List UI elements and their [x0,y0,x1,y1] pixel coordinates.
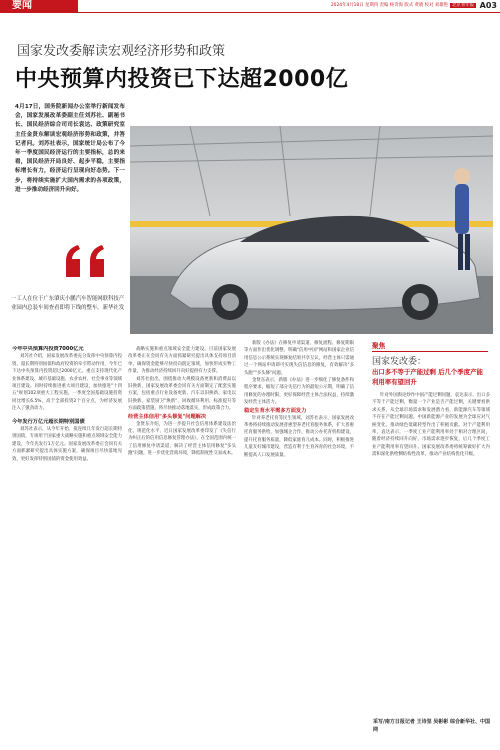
masthead [0,0,500,12]
masthead-rule [0,12,500,13]
lead-paragraph [15,103,125,253]
side-subtitle: 出口多不等于产能过剩 后几个季度产能利用率有望回升 [372,368,483,386]
subheadline: 国家发改委解读宏观经济形势和政策 [17,44,226,59]
paragraph: 刘苏社介绍，国家发展改革委充分发挥中央预算内投资、超长期特别国债和政府投资的牵引带动作用，今年已下达中央预算内投资超过2000亿元，重点支持现代化产业体系建设、城市基础设施、农业农村、社会事业等领域项目建设。同时持续推进重大项目建设，加快推进"十四五"规划102项重大工程实施，一季度全国基础设施投资同比增长6.5%，高于全部投资2个百分点，为经济发展注入了强劲动力。 [12,354,122,412]
paragraph: 刘苏社表示，从今年开始，拟连续几年发行超长期特别国债，专项用于国家重大战略实施和重点领域安全能力建设，今年先发行1万亿元。国家发展改革委正会同有关方面抓紧研究提出具体实施方案，确保项目尽快落地见效，更好发挥特别国债的资金使用效益。 [12,427,122,462]
paragraph: 针对养老托育等民生领域，刘苏社表示，国家发展改革委将持续推动发展普惠型养老托育服务体系，扩大普惠托育服务供给，加强城企合作，推动公办托育机构建设，提升托育服务质量，降低家庭育儿成本。同时，积极推进儿童友好城市建设，营造有利于生育养育的社会环境，不断提高人口发展质量。 [244,415,354,458]
article-column-3 [244,340,354,744]
paragraph: 新版《办法》在修复申请渠道、修复流程、修复期限等方面作出优化调整，明确"信用中国"网站和国家企业信用信息公示系统实现修复结果共享互认，经营主体只需通过一个网站申请即可实现失信信息的修复，有效解决"多头跑""多头修"问题。 [244,341,354,376]
section-heading: 今年发行万亿元超长期特别国债 [12,418,85,425]
section-heading: 今年中央预算内投资7000亿元 [12,346,84,352]
byline: 采写/南方日报记者 王诗坚 吴彬彬 综合新华社、中国网 [373,719,491,733]
edition-badge: 北京青年报 [452,3,474,8]
section-heading: 稳定生育水平需多方面发力 [244,407,307,414]
paragraph: 金贤东介绍，为进一步提升社会信用体系建设法治化、规范化水平，近日国家发展改革委印发了《失信行为纠正后的信用信息修复管理办法》，在全国范围内统一了信用修复申请渠道，解决了经营主体信用修复"多头跑"问题，进一步优化营商环境，降低制度性交易成本。 [128,421,236,457]
issue-info: 2024年4月18日 星期四 责编 杨奇海 版式 黄晓 校对 刘雄艳 [330,3,449,8]
masthead-info [331,1,476,11]
paragraph: 刘苏社指出，围绕推动大规模设备更新和消费品以旧换新，国家发展改革委会同有关方面制定了配套实施方案，包括重点行业设备更新、汽车以旧换新、家电以旧换新、家装厨卫"焕新"、回收循环利用、标准提升等方面政策措施，将尽快推动落地落实，形成政策合力。 [128,376,236,412]
factory-photo [130,126,493,334]
article-column-2 [128,346,236,744]
quote-mark-icon [62,243,112,279]
paragraph: 金贤东表示，新版《办法》进一步细化了修复条件和程序要求，缩短了部分失信行为的最短公示期，明确了信用修复的办理时限，更好保障经营主体合法权益，持续激发经营主体活力。 [244,378,354,406]
photo-caption: 一工人在位于广东肇庆小鹏汽车智能网联科技产业园内总装车间查看即将下线的整车。新华社发 [11,296,125,311]
side-tag-label: 聚焦 [372,340,488,352]
side-title: 国家发改委： [372,357,427,367]
article-column-1 [12,346,122,744]
section-label: 要闻 [0,0,78,12]
side-article [372,392,490,712]
paragraph: 战略实施和重点领域安全能力建设。目前国家发展改革委正在会同有关方面抓紧研究提出具体支持项目清单，确保资金能够尽快投向既定领域，加快形成实物工作量，为推动经济持续回升向好提供有力支撑。 [128,347,236,375]
side-heading [372,354,488,387]
lead-text: 4月17日，国务院新闻办公室举行新闻发布会，国家发展改革委副主任刘苏社、副秘书长、国民经济综合司司长袁达、政策研究室主任金贤东解读宏观经济形势和政策，并答记者问。刘苏社表示，国家统计局公布了今年一季度国民经济运行的主要指标，总的来看，国民经济开局良好、起步平稳，主要指标增长有力，经济运行呈现向好态势。下一步，将持续实施扩大国内需求的各项政策，进一步推动经济回升向好。 [15,104,125,193]
section-heading: 经营主体信用"多头修复"问题解决 [128,413,207,420]
headline: 中央预算内投资已下达超2000亿 [15,67,349,92]
paragraph: 针对外国舆论炒作中国产能过剩问题，袁达表示，出口多不等于产能过剩，衡量一个产业是否产能过剩，关键要看供求关系，从全球市场需求和发展潜力看，新能源汽车等领域不存在产能过剩问题。中国新能源产业的发展为全球应对气候变化、推动绿色低碳转型作出了积极贡献。对于产能利用率，袁达表示，一季度工业产能利用率处于相对合理区间，随着经济持续回升向好，市场需求逐步恢复，后几个季度工业产能利用率有望回升。国家发展改革委将统筹做好扩大内需和深化供给侧结构性改革，推动产业结构优化升级。 [372,393,490,458]
side-tag [372,340,488,352]
page-number: A03 [479,1,497,10]
